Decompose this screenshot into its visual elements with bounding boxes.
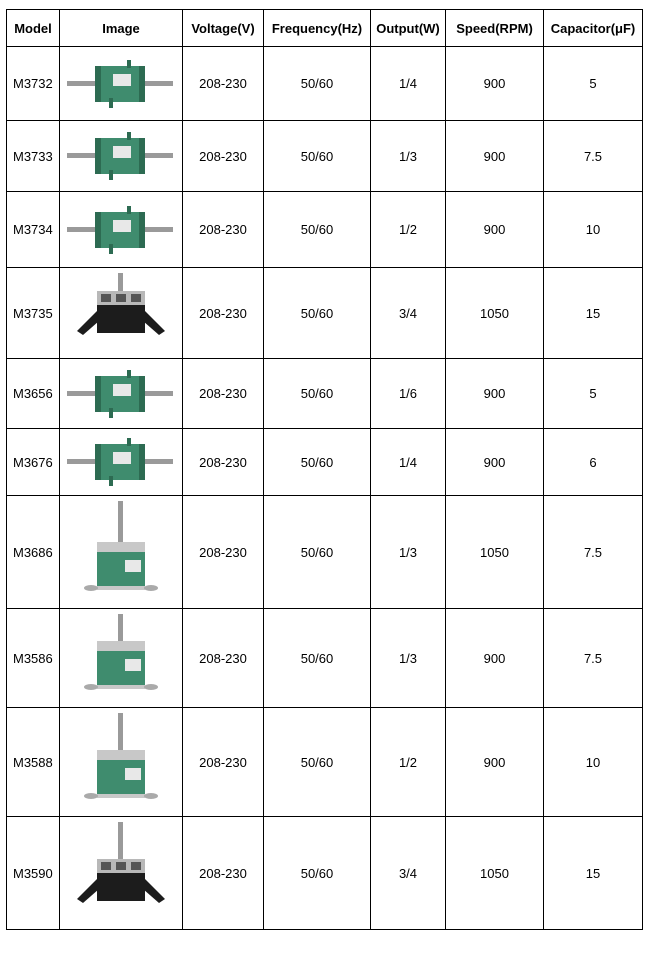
speed-cell: 900 — [446, 708, 544, 817]
model-cell: M3733 — [7, 121, 60, 192]
image-cell — [60, 192, 183, 268]
horizontal-green-motor-icon — [60, 130, 182, 182]
output-cell: 3/4 — [371, 268, 446, 359]
capacitor-cell: 15 — [544, 268, 643, 359]
capacitor-cell: 10 — [544, 192, 643, 268]
header-voltage: Voltage(V) — [183, 10, 264, 47]
speed-cell: 900 — [446, 609, 544, 708]
header-image: Image — [60, 10, 183, 47]
table-row — [7, 609, 643, 708]
table-row — [7, 817, 643, 930]
table-row — [7, 268, 643, 359]
header-capacitor: Capacitor(μF) — [544, 10, 643, 47]
header-frequency: Frequency(Hz) — [264, 10, 371, 47]
speed-cell: 900 — [446, 192, 544, 268]
frequency-cell: 50/60 — [264, 192, 371, 268]
vertical-green-motor-icon — [60, 614, 182, 703]
header-row — [7, 10, 643, 47]
table-row — [7, 121, 643, 192]
frequency-cell: 50/60 — [264, 496, 371, 609]
output-cell: 1/2 — [371, 708, 446, 817]
vertical-green-motor-icon — [60, 501, 182, 604]
image-cell — [60, 496, 183, 609]
output-cell: 1/3 — [371, 121, 446, 192]
voltage-cell: 208-230 — [183, 192, 264, 268]
voltage-cell: 208-230 — [183, 121, 264, 192]
capacitor-cell: 5 — [544, 359, 643, 429]
header-output: Output(W) — [371, 10, 446, 47]
voltage-cell: 208-230 — [183, 496, 264, 609]
speed-cell: 1050 — [446, 817, 544, 930]
table-row — [7, 708, 643, 817]
image-cell — [60, 429, 183, 496]
header-speed: Speed(RPM) — [446, 10, 544, 47]
frequency-cell: 50/60 — [264, 359, 371, 429]
speed-cell: 900 — [446, 359, 544, 429]
capacitor-cell: 6 — [544, 429, 643, 496]
frequency-cell: 50/60 — [264, 47, 371, 121]
model-cell: M3656 — [7, 359, 60, 429]
motor-spec-table — [6, 9, 643, 930]
voltage-cell: 208-230 — [183, 268, 264, 359]
frequency-cell: 50/60 — [264, 708, 371, 817]
output-cell: 1/6 — [371, 359, 446, 429]
horizontal-green-motor-icon — [60, 368, 182, 420]
voltage-cell: 208-230 — [183, 609, 264, 708]
image-cell — [60, 817, 183, 930]
image-cell — [60, 359, 183, 429]
voltage-cell: 208-230 — [183, 429, 264, 496]
table-row — [7, 496, 643, 609]
speed-cell: 1050 — [446, 496, 544, 609]
voltage-cell: 208-230 — [183, 359, 264, 429]
table-row — [7, 429, 643, 496]
image-cell — [60, 609, 183, 708]
header-model: Model — [7, 10, 60, 47]
capacitor-cell: 10 — [544, 708, 643, 817]
vertical-black-motor-icon — [60, 822, 182, 925]
model-cell: M3676 — [7, 429, 60, 496]
model-cell: M3586 — [7, 609, 60, 708]
table-row — [7, 359, 643, 429]
output-cell: 1/4 — [371, 429, 446, 496]
capacitor-cell: 15 — [544, 817, 643, 930]
speed-cell: 1050 — [446, 268, 544, 359]
model-cell: M3734 — [7, 192, 60, 268]
capacitor-cell: 7.5 — [544, 496, 643, 609]
voltage-cell: 208-230 — [183, 708, 264, 817]
frequency-cell: 50/60 — [264, 268, 371, 359]
capacitor-cell: 7.5 — [544, 609, 643, 708]
image-cell — [60, 268, 183, 359]
model-cell: M3732 — [7, 47, 60, 121]
frequency-cell: 50/60 — [264, 609, 371, 708]
horizontal-green-motor-icon — [60, 204, 182, 256]
frequency-cell: 50/60 — [264, 817, 371, 930]
model-cell: M3735 — [7, 268, 60, 359]
image-cell — [60, 708, 183, 817]
frequency-cell: 50/60 — [264, 429, 371, 496]
horizontal-green-motor-icon — [60, 436, 182, 488]
image-cell — [60, 121, 183, 192]
table-row — [7, 192, 643, 268]
output-cell: 3/4 — [371, 817, 446, 930]
table-row — [7, 47, 643, 121]
speed-cell: 900 — [446, 121, 544, 192]
output-cell: 1/2 — [371, 192, 446, 268]
capacitor-cell: 5 — [544, 47, 643, 121]
speed-cell: 900 — [446, 47, 544, 121]
output-cell: 1/4 — [371, 47, 446, 121]
speed-cell: 900 — [446, 429, 544, 496]
voltage-cell: 208-230 — [183, 47, 264, 121]
model-cell: M3686 — [7, 496, 60, 609]
output-cell: 1/3 — [371, 496, 446, 609]
model-cell: M3588 — [7, 708, 60, 817]
vertical-green-motor-icon — [60, 713, 182, 812]
image-cell — [60, 47, 183, 121]
voltage-cell: 208-230 — [183, 817, 264, 930]
frequency-cell: 50/60 — [264, 121, 371, 192]
capacitor-cell: 7.5 — [544, 121, 643, 192]
model-cell: M3590 — [7, 817, 60, 930]
horizontal-green-motor-icon — [60, 58, 182, 110]
output-cell: 1/3 — [371, 609, 446, 708]
vertical-black-motor-icon — [60, 273, 182, 354]
